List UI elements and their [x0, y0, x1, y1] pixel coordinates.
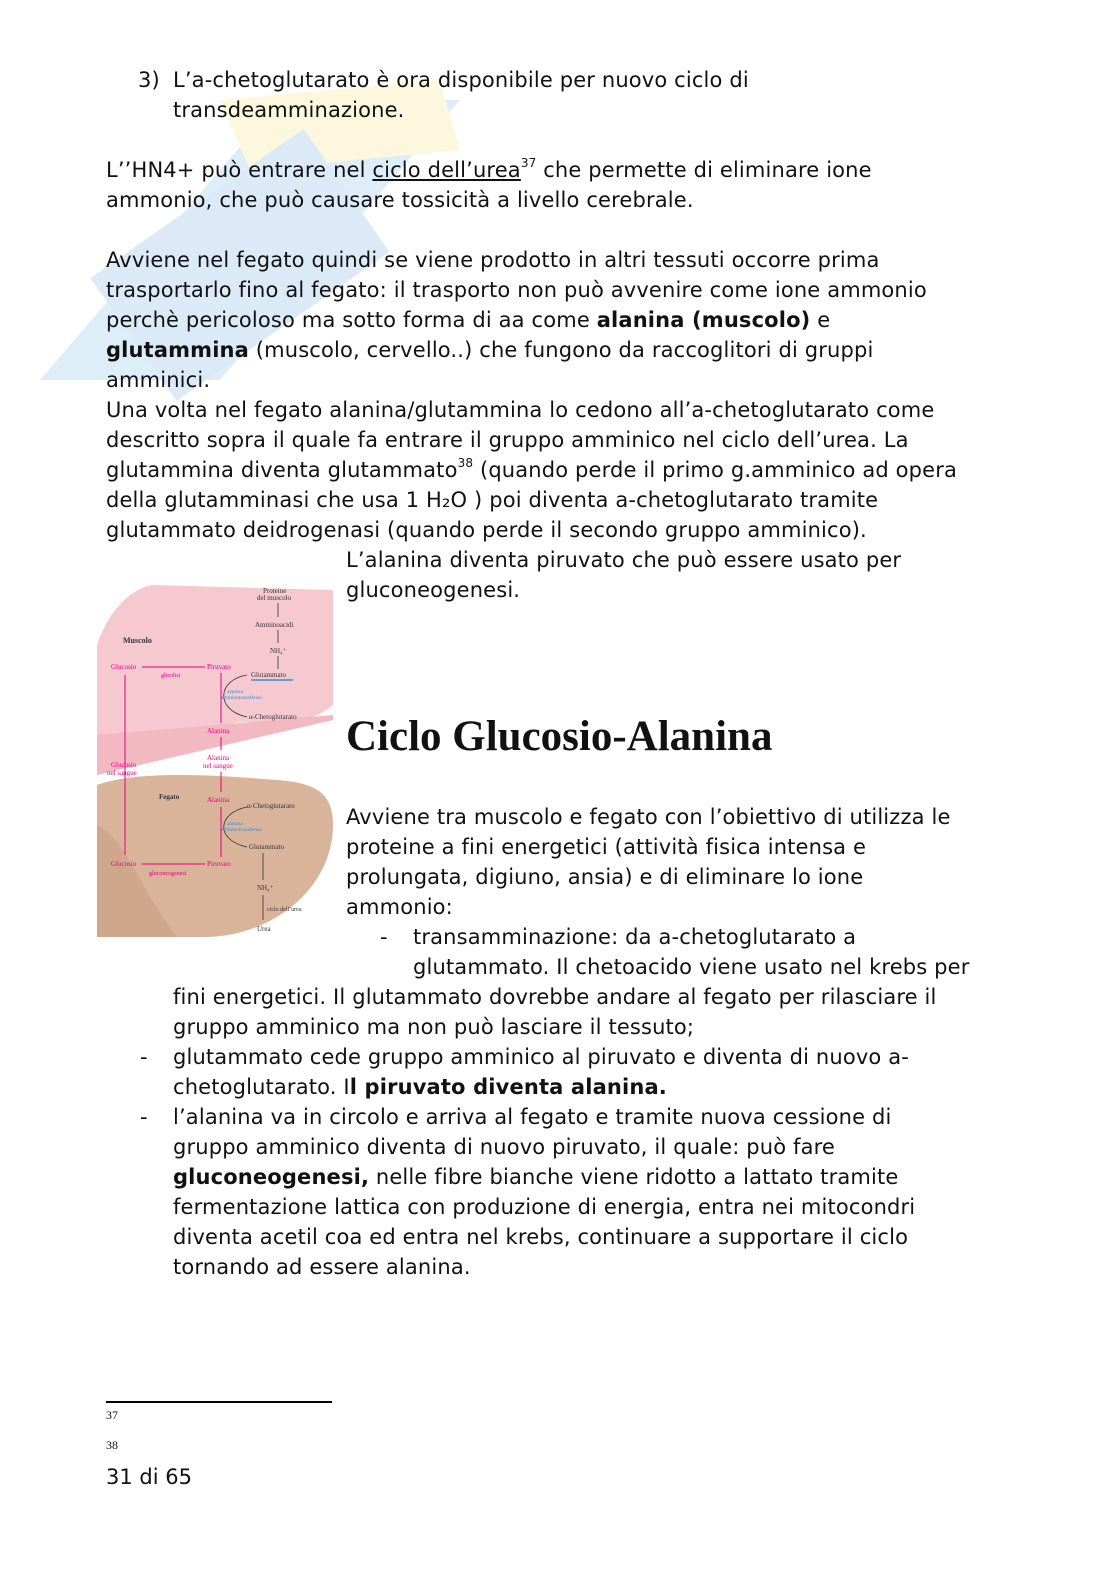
bullet-1-dash: - — [380, 925, 388, 949]
step-3-line2: transdeamminazione. — [173, 98, 405, 122]
bullet-3-line2: gruppo amminico diventa di nuovo piruvato, il quale: può fare — [173, 1135, 836, 1159]
footnote-38: 38 — [106, 1438, 118, 1452]
label-ciclo-urea: ciclo dell’urea — [267, 907, 302, 913]
footnote-37: 37 — [106, 1408, 118, 1422]
cycle-paragraph-line4: ammonio: — [346, 895, 453, 919]
bullet-1-line1: transamminazione: da a-chetoglutarato a — [413, 925, 857, 949]
label-fegato: Fegato — [159, 793, 180, 801]
label-glucosio-bottom: Glucosio — [111, 860, 137, 868]
text-run: (muscolo, cervello..) che fungono da raccoglitori di gruppi — [248, 338, 874, 362]
step-3-line1: L’a-chetoglutarato è ora disponibile per nuovo ciclo di — [173, 68, 749, 92]
cycle-paragraph-line3: prolungata, digiuno, ansia) e di eliminare lo ione — [346, 865, 864, 889]
liver-paragraph-line2: trasportarlo fino al fegato: il trasporto non può avvenire come ione ammonio — [106, 278, 927, 302]
liver-paragraph-line11: L’alanina diventa piruvato che può essere usato per — [346, 548, 902, 572]
footnote-ref-37[interactable]: 37 — [520, 156, 537, 170]
cycle-paragraph-line1: Avviene tra muscolo e fegato con l’obiettivo di utilizza le — [346, 805, 951, 829]
label-enzyme-top2: amminotransferasi — [221, 695, 262, 701]
bullet-3-line1: l’alanina va in circolo e arriva al fegato e tramite nuova cessione di — [173, 1105, 892, 1129]
bold-alanina: alanina (muscolo) — [596, 308, 811, 332]
liver-paragraph-line7: descritto sopra il quale fa entrare il gruppo amminico nel ciclo dell’urea. La — [106, 428, 909, 452]
text-run: chetoglutarato. I — [173, 1075, 350, 1099]
bullet-2-line1: glutammato cede gruppo amminico al piruvato e diventa di nuovo a- — [173, 1045, 909, 1069]
bullet-3-line3 — [173, 1162, 898, 1192]
label-akg-bottom: α-Chetoglutarato — [247, 802, 295, 810]
bold-gluconeogenesi: gluconeogenesi, — [173, 1165, 370, 1189]
label-alanina-top: Alanina — [207, 727, 230, 735]
bold-glutammina: glutammina — [106, 338, 249, 362]
label-proteine: Proteine — [263, 587, 287, 595]
label-piruvato-top: Piruvato — [207, 663, 231, 671]
liver-paragraph-line3 — [106, 305, 830, 335]
section-heading: Ciclo Glucosio-Alanina — [346, 713, 773, 760]
urea-paragraph-line2: ammonio, che può causare tossicità a livello cerebrale. — [106, 188, 694, 212]
label-gluconeogenesi: gluconeogenesi — [149, 871, 187, 877]
footnote-ref-38[interactable]: 38 — [457, 456, 474, 470]
text-run: che permette di eliminare ione — [536, 158, 872, 182]
label-amminoacidi: Amminoacidi — [255, 621, 294, 629]
liver-paragraph-line10: glutammato deidrogenasi (quando perde il secondo gruppo amminico). — [106, 518, 867, 542]
liver-paragraph-line12: gluconeogenesi. — [346, 578, 521, 602]
bullet-1-line2: glutammato. Il chetoacido viene usato nel krebs per — [413, 955, 970, 979]
liver-paragraph-line5: amminici. — [106, 368, 211, 392]
label-glutammato-bottom: Glutammato — [249, 843, 284, 851]
bullet-3-line4: fermentazione lattica con produzione di energia, entra nei mitocondri — [173, 1195, 916, 1219]
label-glucosio-sangue1: Glucosio — [111, 761, 137, 769]
text-run: L’’HN4+ può entrare nel — [106, 158, 373, 182]
label-nh4-bottom: NH₄⁺ — [257, 884, 274, 892]
label-enzyme-top1: alanina — [227, 689, 243, 695]
liver-paragraph-line6: Una volta nel fegato alanina/glutammina lo cedono all’a-chetoglutarato come — [106, 398, 935, 422]
liver-paragraph-line9: della glutamminasi che usa 1 H₂O ) poi diventa a-chetoglutarato tramite — [106, 488, 879, 512]
bold-piruvato-alanina: l piruvato diventa alanina. — [349, 1075, 667, 1099]
label-glutammato-top: Glutammato — [251, 671, 286, 679]
bullet-1-line3: fini energetici. Il glutammato dovrebbe andare al fegato per rilasciare il — [173, 985, 937, 1009]
text-run: (quando perde il primo g.amminico ad opera — [473, 458, 958, 482]
liver-paragraph-line1: Avviene nel fegato quindi se viene prodotto in altri tessuti occorre prima — [106, 248, 880, 272]
footnote-separator — [106, 1401, 332, 1403]
label-nh4-top: NH₄⁺ — [270, 647, 287, 655]
glucose-alanine-cycle-figure — [97, 585, 333, 940]
bullet-3-line5: diventa acetil coa ed entra nel krebs, continuare a supportare il ciclo — [173, 1225, 909, 1249]
label-del-muscolo: del muscolo — [257, 594, 292, 602]
label-urea: Urea — [257, 925, 271, 933]
urea-cycle-link[interactable]: ciclo dell’urea — [372, 158, 521, 182]
bullet-1-line4: gruppo amminico ma non può lasciare il tessuto; — [173, 1015, 695, 1039]
text-run: e — [810, 308, 831, 332]
text-run: glutammina diventa glutammato — [106, 458, 458, 482]
label-alanina-sangue1: Alanina — [207, 754, 230, 762]
page-number: 31 di 65 — [106, 1465, 192, 1489]
step-3-number: 3) — [138, 68, 160, 92]
label-alanina-sangue2: nel sangue — [203, 762, 233, 770]
bullet-2-line2 — [173, 1072, 667, 1102]
label-enzyme-bottom2: amminotransferasi — [221, 827, 262, 833]
text-run: perchè pericoloso ma sotto forma di aa come — [106, 308, 597, 332]
label-alanina-bottom: Alanina — [207, 796, 230, 804]
text-run: nelle fibre bianche viene ridotto a lattato tramite — [369, 1165, 899, 1189]
bullet-3-line6: tornando ad essere alanina. — [173, 1255, 471, 1279]
label-muscolo: Muscolo — [123, 636, 152, 645]
label-glucosio-sangue2: nel sangue — [107, 769, 137, 777]
liver-paragraph-line4 — [106, 335, 873, 365]
label-piruvato-bottom: Piruvato — [207, 860, 231, 868]
label-akg-top: α-Chetoglutarato — [249, 713, 297, 721]
liver-paragraph-line8 — [106, 455, 957, 485]
cycle-paragraph-line2: proteine a fini energetici (attività fisica intensa e — [346, 835, 867, 859]
label-glucosio-top: Glucosio — [111, 663, 137, 671]
urea-paragraph-line1 — [106, 155, 872, 185]
label-glicolisi: glicolisi — [161, 673, 181, 679]
bullet-2-dash: - — [140, 1045, 148, 1069]
label-enzyme-bottom1: alanina — [227, 821, 243, 827]
bullet-3-dash: - — [140, 1105, 148, 1129]
